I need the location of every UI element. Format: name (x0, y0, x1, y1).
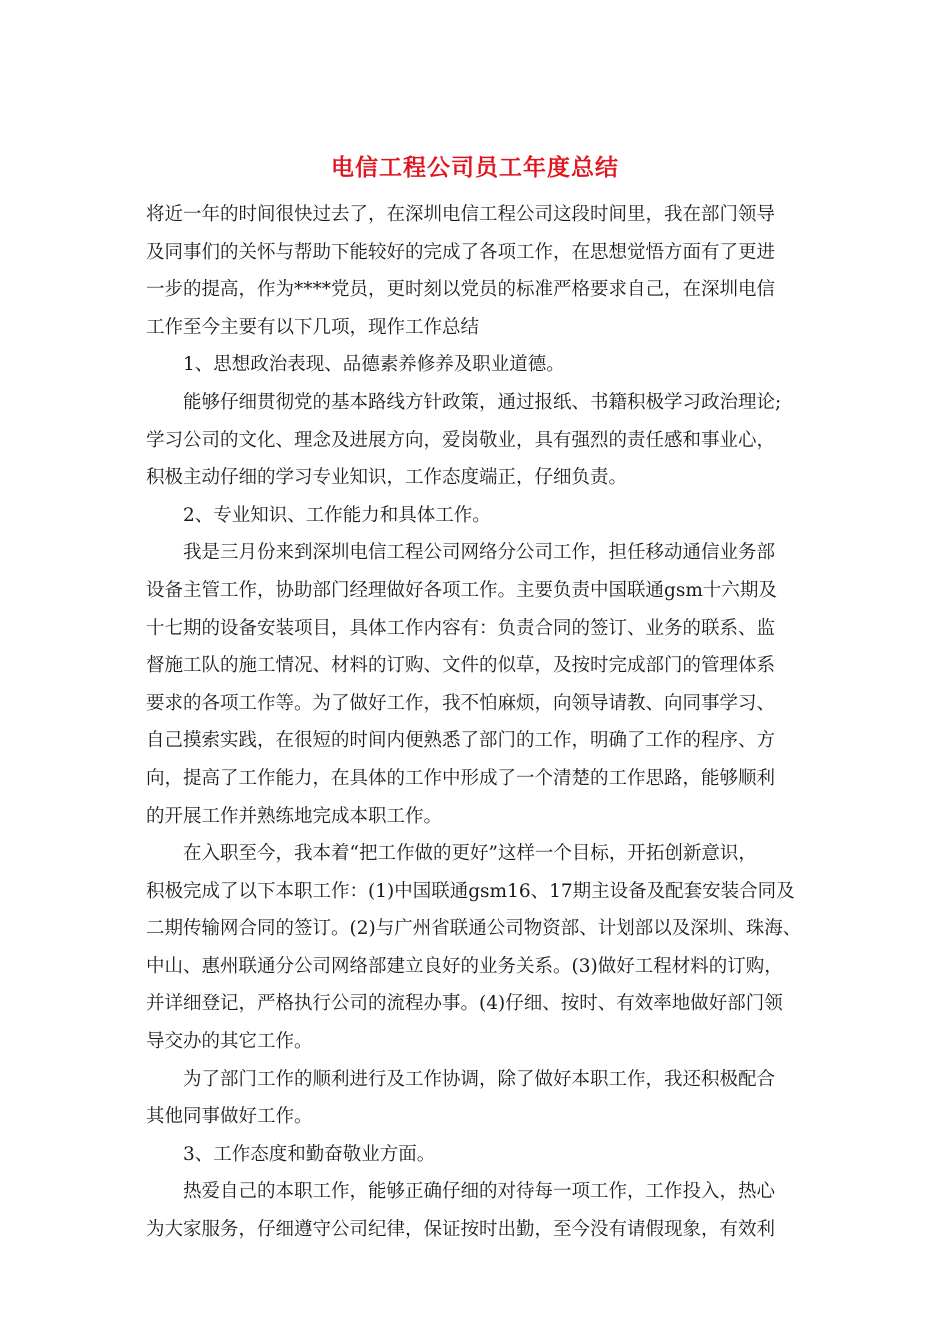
text-line: 要求的各项工作等。为了做好工作，我不怕麻烦，向领导请教、向同事学习、 (146, 692, 776, 714)
text-line: 1、思想政治表现、品德素养修养及职业道德。 (183, 354, 565, 376)
text-line: 工作至今主要有以下几项，现作工作总结 (146, 316, 480, 338)
document-title: 电信工程公司员工年度总结 (331, 154, 619, 181)
text-line: 并详细登记，严格执行公司的流程办事。(4)仔细、按时、有效率地做好部门领 (146, 993, 783, 1015)
text-line: 及同事们的关怀与帮助下能较好的完成了各项工作，在思想觉悟方面有了更进 (146, 241, 776, 263)
text-line: 的开展工作并熟练地完成本职工作。 (146, 805, 443, 827)
text-line: 积极主动仔细的学习专业知识，工作态度端正，仔细负责。 (146, 467, 628, 489)
text-line: 为了部门工作的顺利进行及工作协调，除了做好本职工作，我还积极配合 (183, 1068, 776, 1090)
text-line: 将近一年的时间很快过去了，在深圳电信工程公司这段时间里，我在部门领导 (146, 204, 776, 225)
text-line: 向，提高了工作能力，在具体的工作中形成了一个清楚的工作思路，能够顺利 (146, 767, 776, 789)
text-line: 其他同事做好工作。 (146, 1106, 313, 1128)
text-line: 热爱自己的本职工作，能够正确仔细的对待每一项工作，工作投入，热心 (183, 1181, 776, 1203)
text-line: 我是三月份来到深圳电信工程公司网络分公司工作，担任移动通信业务部 (183, 542, 776, 564)
text-line: 一步的提高，作为****党员，更时刻以党员的标准严格要求自己，在深圳电信 (146, 279, 776, 301)
text-line: 十七期的设备安装项目，具体工作内容有：负责合同的签订、业务的联系、监 (146, 617, 776, 639)
text-line: 积极完成了以下本职工作：(1)中国联通gsm16、17期主设备及配套安装合同及 (146, 880, 795, 902)
text-line: 能够仔细贯彻党的基本路线方针政策，通过报纸、书籍积极学习政治理论; (183, 391, 782, 413)
text-line: 2、专业知识、工作能力和具体工作。 (183, 504, 491, 526)
text-line: 为大家服务，仔细遵守公司纪律，保证按时出勤，至今没有请假现象，有效利 (146, 1219, 776, 1241)
text-line: 督施工队的施工情况、材料的订购、文件的似草，及按时完成部门的管理体系 (146, 655, 776, 677)
text-line: 设备主管工作，协助部门经理做好各项工作。主要负责中国联通gsm十六期及 (146, 579, 777, 601)
text-line: 自己摸索实践，在很短的时间内便熟悉了部门的工作，明确了工作的程序、方 (146, 730, 776, 752)
text-line: 导交办的其它工作。 (146, 1031, 313, 1053)
document-body (146, 196, 816, 1249)
text-line: 在入职至今，我本着“把工作做的更好”这样一个目标，开拓创新意识， (183, 843, 757, 865)
text-line: 学习公司的文化、理念及进展方向，爱岗敬业，具有强烈的责任感和事业心， (146, 429, 776, 451)
text-line: 3、工作态度和勤奋敬业方面。 (183, 1143, 436, 1165)
text-line: 二期传输网合同的签订。(2)与广州省联通公司物资部、计划部以及深圳、珠海、 (146, 918, 802, 940)
text-line: 中山、惠州联通分公司网络部建立良好的业务关系。(3)做好工程材料的订购， (146, 955, 783, 977)
